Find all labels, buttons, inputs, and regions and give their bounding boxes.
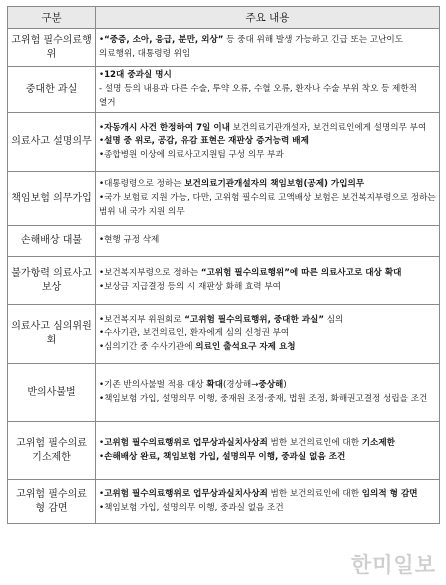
row-content [96,113,440,172]
row-content [96,29,440,67]
row-content [96,480,440,524]
bold-text: 고위험 필수의료행위로 업무상과실치사상죄 [104,438,268,449]
table-row [8,257,440,305]
text: • [99,34,105,45]
row-category: 중대한 과실 [8,67,96,113]
bold-text: 고위험 필수의료행위로 업무상과실치사상죄 [104,489,268,500]
content-line [99,149,436,163]
content-line [99,83,436,111]
header-category: 구분 [8,7,96,29]
bold-text: 기소제한 [361,438,395,449]
text: (경상해→ [222,380,259,391]
content-line [99,341,436,355]
row-category: 책임보험 의무가입 [8,172,96,226]
row-content [96,257,440,305]
text: •기존 반의사불벌 적용 대상 [99,380,207,391]
content-line [99,34,436,62]
text: •현행 규정 삭제 [99,235,160,246]
text: 범한 보건의료인에 대한 [267,438,362,449]
row-category: 의료사고 설명의무 [8,113,96,172]
row-content [96,422,440,480]
bold-text: 중상해 [258,380,284,391]
text: •책임보험 가입, 설명의무 이행, 중재원 조정·중재, 법원 조정, 화해권고결정 성립을 조건 [99,393,428,404]
text: •종합병원 이상에 의료사고지원팀 구성 의무 부과 [99,150,284,161]
row-category: 고위험 필수의료 기소제한 [8,422,96,480]
table-header-row [8,7,440,29]
bold-text: 임의적 형 감면 [361,489,418,500]
text: • [99,136,105,147]
text: • [99,438,105,449]
table-row [8,226,440,257]
bold-text: 확대 [206,380,223,391]
bold-text: 보건의료기관개설자의 책임보험(공제) 가입의무 [184,179,365,190]
header-content: 주요 내용 [96,7,440,29]
text: ) [283,380,287,391]
row-content [96,364,440,422]
text: •수사기관, 보건의료인, 환자에게 심의 신청권 부여 [99,328,290,339]
row-category: 불가항력 의료사고 보상 [8,257,96,305]
text: • [99,70,105,80]
row-content [96,172,440,226]
content-line [99,69,436,83]
row-content [96,67,440,113]
text: •보상금 지급결정 등의 시 재판상 화해 효력 부여 [99,281,281,292]
content-line [99,451,436,465]
text: - 설명 등의 내용과 다른 수술, 투약 오류, 수혈 오류, 환자나 수술 부위 착오 등 제한적 열거 [99,83,417,108]
content-line [99,234,436,248]
content-line [99,267,436,281]
row-category: 반의사불벌 [8,364,96,422]
text: •보건복지부령으로 정하는 [99,268,201,279]
content-line [99,135,436,149]
text: 등 중대 위해 발생 가능하고 긴급 또는 고난이도 의료행위, 대통령령 위임 [99,34,404,59]
row-content [96,305,440,364]
table-row [8,422,440,480]
row-category: 고위험 필수의료 형 감면 [8,480,96,524]
text: •심의기간 중 수사기관에 [99,342,196,353]
text: •보건복지부 위원회로 [99,314,185,325]
table-row [8,67,440,113]
text: 범한 보건의료인에 대한 [267,489,362,500]
bold-text: 설명 중 위로, 공감, 유감 표현은 재판상 증거능력 배제 [104,136,309,147]
table-row [8,305,440,364]
text: 심의 [324,314,344,325]
text: • [99,122,105,133]
bold-text: 12대 중과실 명시 [104,70,172,80]
bold-text: “고위험 필수의료행위”에 따른 의료사고로 대상 확대 [200,268,402,279]
table-row [8,29,440,67]
table-row [8,172,440,226]
row-category: 의료사고 심의위원회 [8,305,96,364]
content-line [99,281,436,295]
text: • [99,451,105,462]
content-line [99,314,436,328]
row-content [96,226,440,257]
text: 보건의료기관개설자, 보건의료인에게 설명의무 부여 [229,122,427,133]
text: •책임보험 가입, 설명의무 이행, 중과실 없음 조건 [99,502,284,513]
content-line [99,192,436,220]
content-line [99,327,436,341]
bold-text: 의료인 출석요구 자제 요청 [195,342,296,353]
table-row [8,113,440,172]
bold-text: 손해배상 완료, 책임보험 가입, 설명의무 이행, 중과실 없음 조건 [104,451,346,462]
content-line [99,502,436,516]
bold-text: “중증, 소아, 응급, 분만, 외상” [104,34,224,45]
bold-text: “고위험 필수의료행위, 중대한 과실” [184,314,325,325]
row-category: 손해배상 대불 [8,226,96,257]
content-line [99,393,436,407]
content-line [99,488,436,502]
text: •대통령령으로 정하는 [99,179,185,190]
table-row [8,364,440,422]
text: •국가 보험료 지원 가능, 다만, 고위험 필수의료 고액배상 보험은 보건복지부령으로 정하는 범위 내 국가 지원 의무 [99,192,436,217]
row-category: 고위험 필수의료행위 [8,29,96,67]
text: • [99,489,105,500]
content-line [99,437,436,451]
table-row [8,480,440,524]
content-line [99,379,436,393]
content-line [99,178,436,192]
bold-text: 자동개시 사건 한정하여 7일 이내 [104,122,230,133]
content-line [99,122,436,136]
watermark-logo: 한미일보 [350,553,436,577]
law-summary-table [7,6,440,524]
